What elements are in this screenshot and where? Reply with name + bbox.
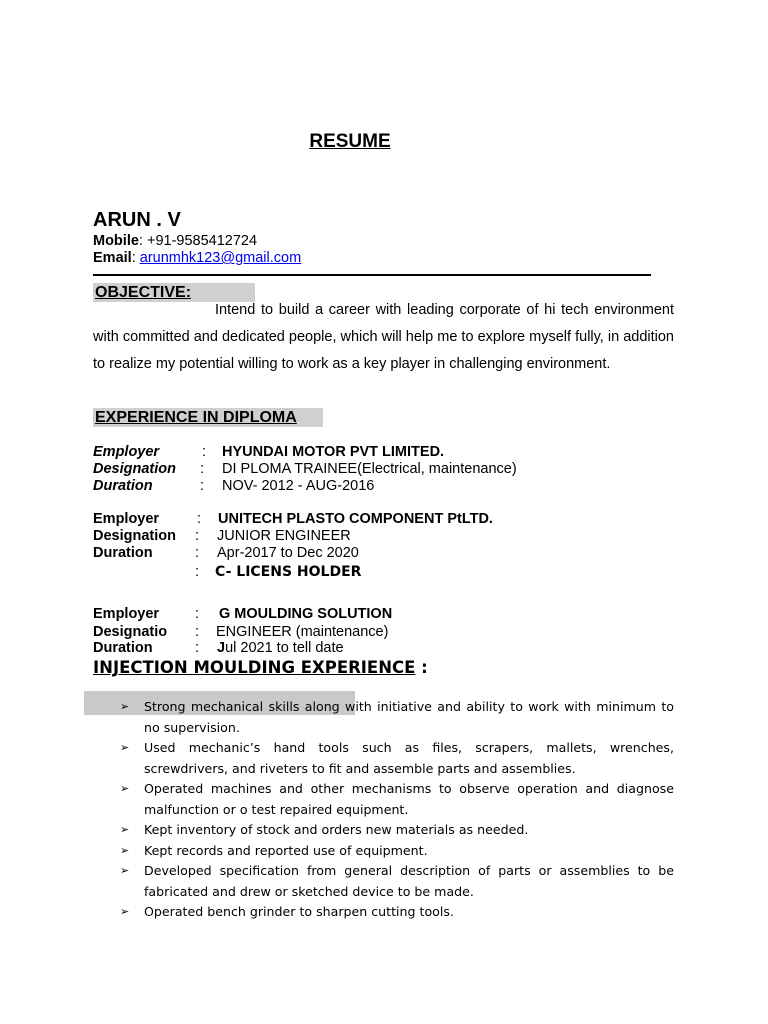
job-3-designation-row: [93, 624, 388, 640]
objective-text: Intend to build a career with leading corporate of hi tech environment with committed and dedicated people, which will help me to explore myself fully, in addition to realize my potential willing to work as a key player in challenging environment.: [93, 302, 674, 372]
email-label: Email: [93, 250, 132, 266]
mobile-value: : +91-9585412724: [138, 233, 258, 249]
duration-first-letter: J: [217, 640, 226, 656]
list-item: [120, 861, 674, 902]
arrow-bullet-icon: ➢: [120, 741, 130, 754]
duration-rest: ul 2021 to tell date: [225, 640, 344, 656]
duration-value: Apr-2017 to Dec 2020: [217, 545, 359, 561]
designation-value: ENGINEER (maintenance): [216, 624, 389, 640]
job-2-extra-row: [195, 564, 361, 580]
job-2-duration-row: [93, 545, 359, 561]
designation-value: JUNIOR ENGINEER: [217, 528, 351, 544]
colon: :: [197, 511, 202, 527]
header-divider: [93, 274, 651, 276]
colon: :: [195, 640, 200, 656]
arrow-bullet-icon: ➢: [120, 864, 130, 877]
license-value: C- LICENS HOLDER: [215, 564, 362, 580]
bullet-text: Developed specification from general description of parts or assemblies to be fabricated and drew or sketched device to be made.: [144, 863, 674, 899]
job-1-employer-row: [93, 444, 444, 460]
designation-label: Designatio: [93, 624, 168, 640]
employer-value: UNITECH PLASTO COMPONENT PtLTD.: [218, 511, 493, 527]
colon: :: [195, 606, 200, 622]
bullet-text: Used mechanic’s hand tools such as files, scrapers, mallets, wrenches, screwdrivers, and riveters to fit and assemble parts and assemblies.: [144, 740, 674, 776]
job-1-duration-row: [93, 478, 374, 494]
list-item: [120, 902, 674, 923]
email-line: [93, 250, 301, 266]
arrow-bullet-icon: ➢: [120, 700, 130, 713]
employer-value: HYUNDAI MOTOR PVT LIMITED.: [222, 444, 445, 460]
duration-value: NOV- 2012 - AUG-2016: [222, 478, 375, 494]
colon: :: [195, 624, 200, 640]
employer-value: G MOULDING SOLUTION: [219, 606, 393, 622]
candidate-name: ARUN . V: [93, 209, 181, 231]
mobile-line: [93, 233, 257, 249]
list-item: [120, 779, 674, 820]
list-item: [120, 697, 674, 738]
page-title: RESUME: [309, 131, 391, 152]
colon: :: [195, 564, 200, 580]
designation-value: DI PLOMA TRAINEE(Electrical, maintenance): [222, 461, 517, 477]
email-separator: :: [131, 250, 140, 266]
designation-label: Designation: [93, 528, 176, 544]
bullet-text: Kept inventory of stock and orders new materials as needed.: [144, 822, 529, 837]
bullet-text: Kept records and reported use of equipment.: [144, 842, 428, 858]
duration-value: [217, 640, 344, 656]
objective-heading-text: OBJECTIVE:: [95, 284, 192, 301]
duration-label: Duration: [93, 640, 153, 656]
employer-label: Employer: [93, 511, 160, 527]
arrow-bullet-icon: ➢: [120, 782, 130, 795]
job-3-employer-row: [93, 606, 392, 622]
colon: :: [200, 478, 205, 494]
colon: :: [200, 461, 205, 477]
list-item: [120, 820, 674, 841]
experience-heading: [93, 408, 323, 427]
experience-heading-text: EXPERIENCE IN DIPLOMA: [95, 409, 297, 426]
list-item: [120, 841, 674, 862]
bullet-text: Strong mechanical skills along with initiative and ability to work with minimum to no supervision.: [144, 699, 674, 735]
list-item: [120, 738, 674, 779]
arrow-bullet-icon: ➢: [120, 843, 130, 857]
designation-label: Designation: [93, 461, 176, 477]
injection-heading-colon: :: [415, 658, 428, 677]
email-link[interactable]: arunmhk123@gmail.com: [139, 250, 302, 266]
job-2-employer-row: [93, 511, 493, 527]
duration-label: Duration: [93, 545, 153, 561]
bullet-text: Operated machines and other mechanisms to observe operation and diagnose malfunction or o test repaired equipment.: [144, 781, 674, 817]
arrow-bullet-icon: ➢: [120, 905, 130, 918]
injection-heading-text: INJECTION MOULDING EXPERIENCE: [93, 658, 416, 677]
injection-heading: [93, 658, 428, 677]
arrow-bullet-icon: ➢: [120, 823, 130, 836]
colon: :: [202, 444, 207, 460]
job-2-designation-row: [93, 528, 351, 544]
colon: :: [195, 528, 200, 544]
employer-label: Employer: [93, 606, 160, 622]
employer-label: Employer: [93, 444, 160, 460]
job-1-designation-row: [93, 461, 517, 477]
mobile-label: Mobile: [93, 233, 139, 249]
injection-bullet-list: [120, 697, 674, 923]
colon: :: [195, 545, 200, 561]
bullet-text: Operated bench grinder to sharpen cutting tools.: [144, 904, 454, 919]
duration-label: Duration: [93, 478, 153, 494]
job-3-duration-row: [93, 640, 344, 656]
